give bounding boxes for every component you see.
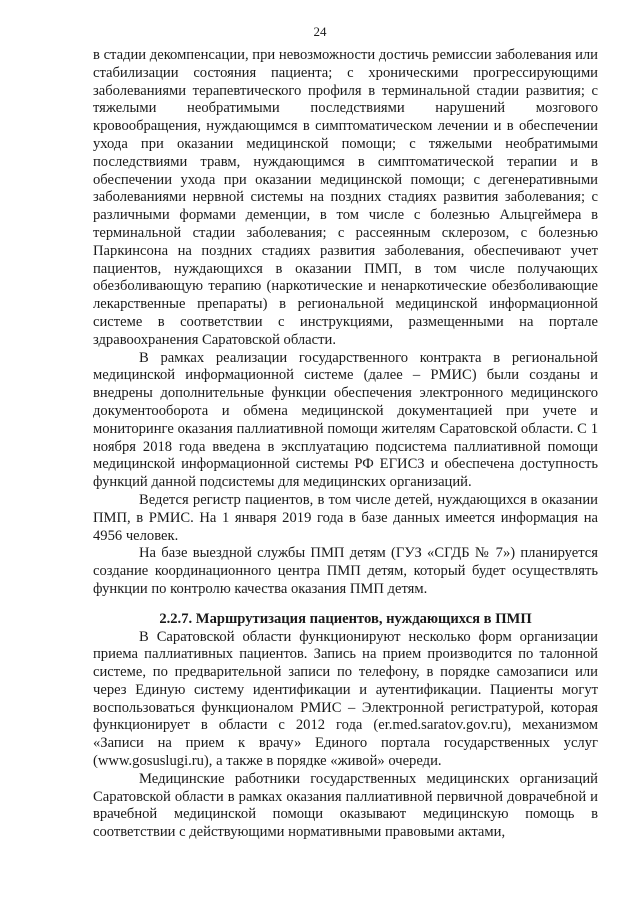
paragraph-routing: В Саратовской области функционируют несколько форм организации приема паллиативных пациентов. Запись на прием производится по талонной системе, по предварительной записи по телефону, в порядке самозаписи или через Единую систему идентификации и аутентификации. Пациенты могут воспользоваться функционалом РМИС – Электронной регистратурой, которая функционирует в области с 2012 года (er.med.saratov.gov.ru), механизмом «Записи на прием к врачу» Единого портала государственных услуг (www.gosuslugi.ru), а также в порядке «живой» очереди. xyxy=(93,628,598,770)
paragraph-medical-workers: Медицинские работники государственных медицинских организаций Саратовской области в рамках оказания паллиативной первичной доврачебной и врачебной медицинской помощи оказывают медицинскую помощь в соответствии с действующими нормативными правовыми актами, xyxy=(93,770,598,841)
paragraph-rmis: В рамках реализации государственного контракта в региональной медицинской информационной системе (далее – РМИС) были созданы и внедрены дополнительные функции обеспечения электронного медицинского документооборота и обмена медицинской документацией при учете и мониторинге оказания паллиативной помощи жителям Саратовской области. С 1 ноября 2018 года введена в эксплуатацию подсистема паллиативной помощи медицинской информационной системы РФ ЕГИСЗ и обеспечена доступность функций данной подсистемы для медицинских организаций. xyxy=(93,349,598,491)
paragraph-continued: в стадии декомпенсации, при невозможности достичь ремиссии заболевания или стабилизации состояния пациента; с хроническими прогрессирующими заболеваниями терапевтического профиля в терминальной стадии развития; с тяжелыми необратимыми последствиями нарушений мозгового кровообращения, нуждающимся в симптоматическом лечении и в обеспечении ухода при оказании медицинской помощи; с тяжелыми необратимыми последствиями травм, нуждающимся в симптоматической терапии и в обеспечении ухода при оказании медицинской помощи; с дегенеративными заболеваниями нервной системы на поздних стадиях развития заболевания; с различными формами деменции, в том числе с болезнью Альцгеймера в терминальной стадии заболевания; с рассеянным склерозом, с болезнью Паркинсона на поздних стадиях развития заболевания, обеспечивают учет пациентов, нуждающихся в оказании ПМП, в том числе получающих обезболивающую терапию (наркотические и ненаркотические обезболивающие лекарственные препараты) в региональной медицинской информационной системе в соответствии с инструкциями, размещенными на портале здравоохранения Саратовской области. xyxy=(93,47,598,348)
paragraph-coordination-center: На базе выездной службы ПМП детям (ГУЗ «СГДБ № 7») планируется создание координационного центра ПМП детям, который будет осуществлять функции по контролю качества оказания ПМП детям. xyxy=(93,545,598,597)
section-heading: 2.2.7. Маршрутизация пациентов, нуждающихся в ПМП xyxy=(159,610,532,627)
page-number: 24 xyxy=(313,24,327,39)
body-text xyxy=(93,47,598,842)
paragraph-registry: Ведется регистр пациентов, в том числе детей, нуждающихся в оказании ПМП, в РМИС. На 1 января 2019 года в базе данных имеется информация на 4956 человек. xyxy=(93,491,598,544)
